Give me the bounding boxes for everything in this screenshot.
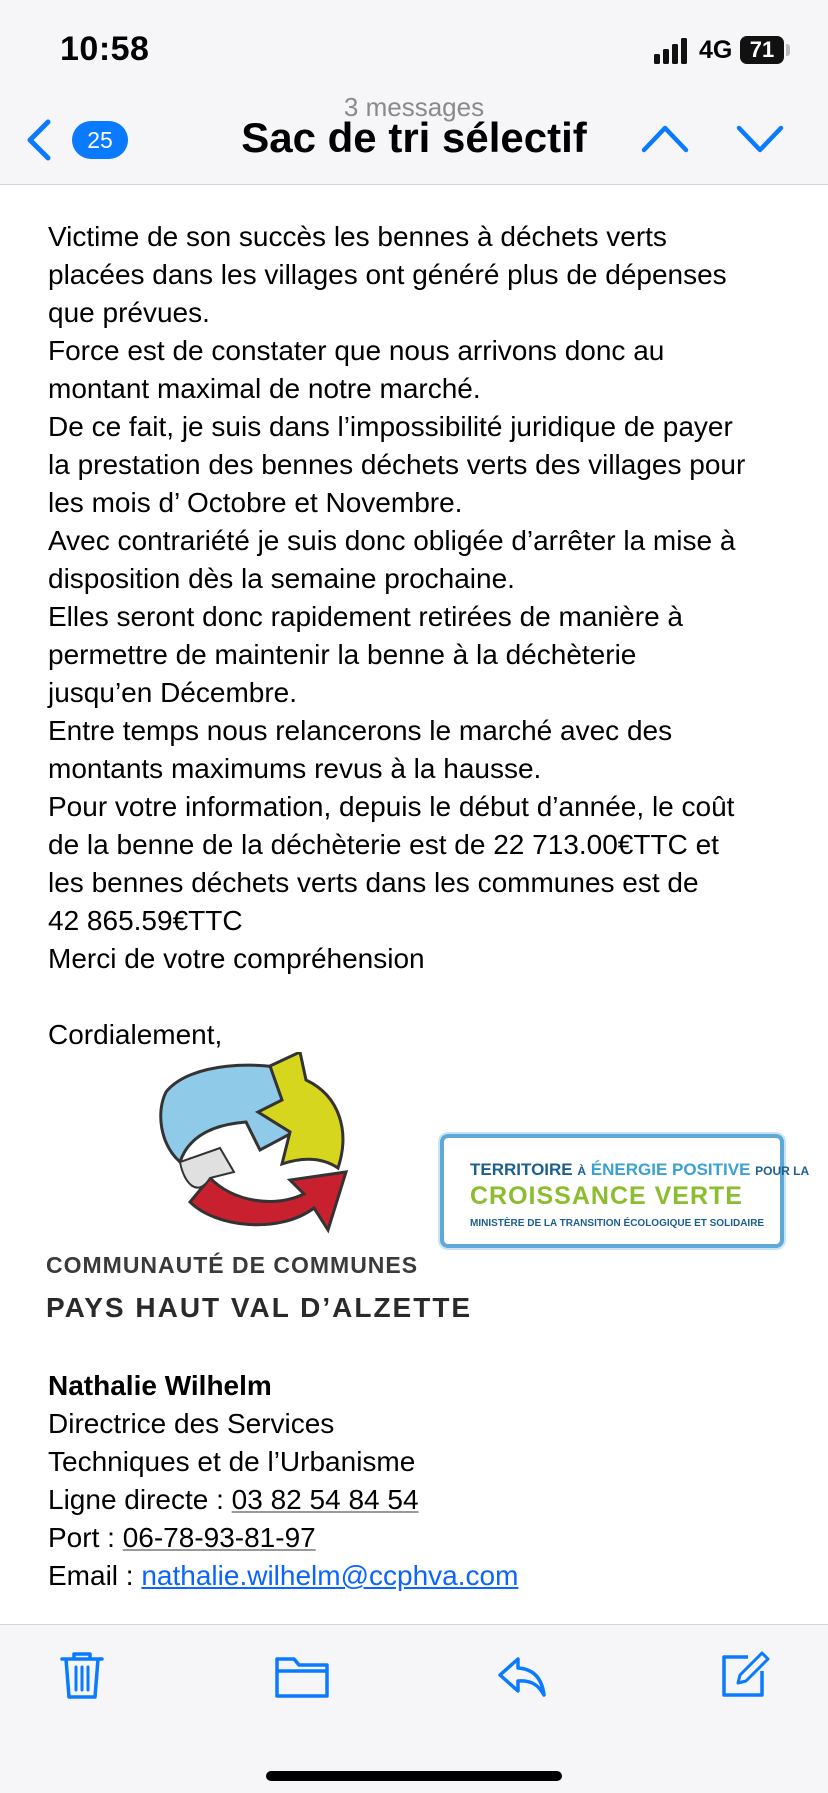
direct-line-label: Ligne directe :	[48, 1484, 232, 1515]
email-label: Email :	[48, 1560, 142, 1591]
body-line: placées dans les villages ont généré plus de dépenses	[48, 259, 727, 290]
tepcv-logo	[440, 1134, 810, 1248]
tepcv-line1: TERRITOIRE À ÉNERGIE POSITIVE POUR LA	[470, 1160, 810, 1179]
direct-line	[48, 1481, 788, 1519]
body-line: Victime de son succès les bennes à déchets verts	[48, 221, 667, 252]
body-line: Merci de votre compréhension	[48, 943, 425, 974]
body-line: Avec contrariété je suis donc obligée d’arrêter la mise à	[48, 525, 736, 556]
body-line: jusqu’en Décembre.	[48, 677, 298, 708]
reply-icon[interactable]	[496, 1649, 548, 1701]
signature-title-2: Techniques et de l’Urbanisme	[48, 1446, 416, 1477]
status-time: 10:58	[60, 30, 150, 68]
body-line: Entre temps nous relancerons le marché avec des	[48, 715, 673, 746]
trash-icon[interactable]	[56, 1649, 108, 1701]
email-link[interactable]: nathalie.wilhelm@ccphva.com	[141, 1560, 519, 1591]
message-subject: Sac de tri sélectif	[241, 114, 587, 161]
thread-message-count: 3 messages	[343, 92, 485, 122]
folder-icon[interactable]	[274, 1649, 330, 1701]
body-line: la prestation des bennes déchets verts des villages pour	[48, 449, 746, 480]
navigation-header	[0, 0, 828, 185]
body-line: montants maximums revus à la hausse.	[48, 753, 542, 784]
port-line	[48, 1519, 788, 1557]
closing-text: Cordialement,	[48, 1019, 223, 1050]
email-line	[48, 1557, 788, 1595]
previous-message-icon[interactable]	[640, 118, 690, 160]
communaute-logo-icon	[150, 1052, 360, 1240]
communaute-logo-line2: PAYS HAUT VAL D’ALZETTE	[46, 1292, 473, 1323]
message-body	[48, 218, 788, 1054]
body-line: disposition dès la semaine prochaine.	[48, 563, 515, 594]
bottom-toolbar	[0, 1624, 828, 1793]
next-message-icon[interactable]	[735, 118, 785, 160]
port-number[interactable]: 06-78-93-81-97	[122, 1522, 316, 1553]
signature-name: Nathalie Wilhelm	[48, 1370, 272, 1401]
signature-title-1: Directrice des Services	[48, 1408, 335, 1439]
body-line: que prévues.	[48, 297, 210, 328]
spacer	[48, 978, 788, 1016]
body-line: Elles seront donc rapidement retirées de manière à	[48, 601, 684, 632]
signal-strength-icon	[654, 38, 688, 64]
body-line: les bennes déchets verts dans les communes est de	[48, 867, 699, 898]
tepcv-line2: CROISSANCE VERTE	[470, 1182, 743, 1210]
body-line: permettre de maintenir la benne à la déchèterie	[48, 639, 637, 670]
body-line: Pour votre information, depuis le début d’année, le coût	[48, 791, 735, 822]
body-line: de la benne de la déchèterie est de 22 713.00€TTC et	[48, 829, 719, 860]
compose-icon[interactable]	[718, 1649, 770, 1701]
body-line: les mois d’ Octobre et Novembre.	[48, 487, 463, 518]
body-line: Force est de constater que nous arrivons donc au	[48, 335, 665, 366]
body-line: De ce fait, je suis dans l’impossibilité juridique de payer	[48, 411, 733, 442]
battery-cap	[786, 44, 790, 56]
direct-line-number[interactable]: 03 82 54 84 54	[231, 1484, 419, 1515]
tepcv-line3: MINISTÈRE DE LA TRANSITION ÉCOLOGIQUE ET SOLIDAIRE	[470, 1218, 765, 1229]
network-type: 4G	[699, 36, 733, 64]
signature-block	[48, 1367, 788, 1595]
home-indicator[interactable]	[266, 1771, 562, 1781]
unread-count-badge[interactable]: 25	[72, 121, 128, 159]
body-line: 42 865.59€TTC	[48, 905, 243, 936]
battery-icon: 71	[740, 36, 784, 64]
body-line: montant maximal de notre marché.	[48, 373, 481, 404]
communaute-logo-line1: COMMUNAUTÉ DE COMMUNES	[46, 1252, 419, 1278]
signature-logos	[46, 1052, 810, 1332]
port-label: Port :	[48, 1522, 123, 1553]
